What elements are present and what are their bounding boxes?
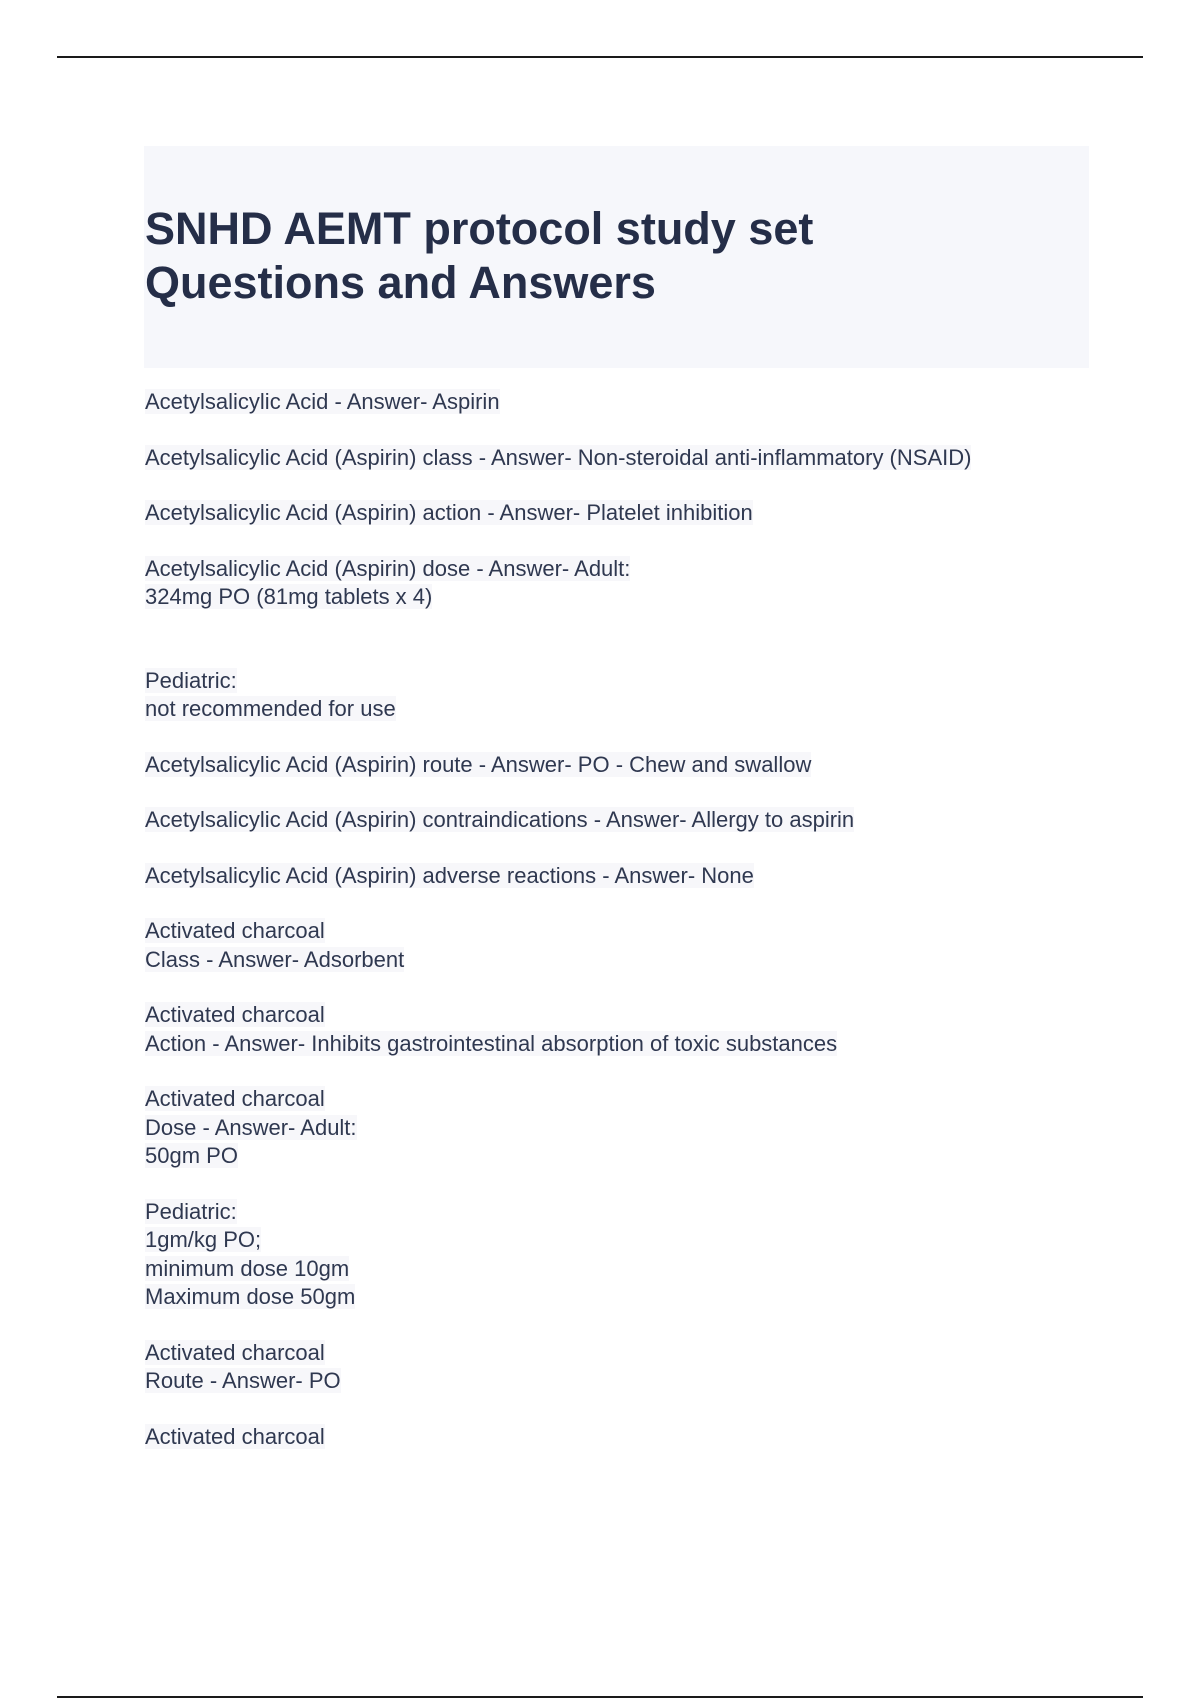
qa-entry-charcoal-route: Activated charcoal Route - Answer- PO: [145, 1339, 341, 1393]
qa-entry-aspirin-pediatric: Pediatric: not recommended for use: [145, 667, 396, 721]
page-content: [145, 146, 1089, 1451]
qa-entry-aspirin-action: Acetylsalicylic Acid (Aspirin) action - Answer- Platelet inhibition: [145, 500, 753, 525]
qa-entry-charcoal-action: Activated charcoal Action - Answer- Inhibits gastrointestinal absorption of toxic substances: [145, 1002, 838, 1056]
qa-list: [145, 388, 1089, 1451]
qa-entry-aspirin-route: Acetylsalicylic Acid (Aspirin) route - Answer- PO - Chew and swallow: [145, 751, 812, 777]
qa-entry-charcoal-dose: Activated charcoal Dose - Answer- Adult: 50gm PO: [145, 1086, 357, 1168]
qa-entry-charcoal-class: Activated charcoal Class - Answer- Adsorbent: [145, 918, 405, 972]
qa-entry-aspirin-contraindications: Acetylsalicylic Acid (Aspirin) contraindications - Answer- Allergy to aspirin: [145, 807, 855, 832]
qa-entry-aspirin-dose: Acetylsalicylic Acid (Aspirin) dose - Answer- Adult: 324mg PO (81mg tablets x 4): [145, 555, 631, 609]
title-banner: [144, 146, 1089, 368]
qa-entry-charcoal-pediatric: Pediatric: 1gm/kg PO; minimum dose 10gm Maximum dose 50gm: [145, 1198, 356, 1309]
bottom-rule: [57, 1696, 1143, 1698]
qa-entry-aspirin-class: Acetylsalicylic Acid (Aspirin) class - Answer- Non-steroidal anti-inflammatory (NSAID): [145, 444, 972, 470]
qa-entry-aspirin-adverse: Acetylsalicylic Acid (Aspirin) adverse reactions - Answer- None: [145, 862, 754, 888]
qa-entry-charcoal-next: Activated charcoal: [145, 1423, 325, 1449]
document-title: SNHD AEMT protocol study set Questions and Answers: [145, 203, 814, 308]
qa-entry-aspirin-name: Acetylsalicylic Acid - Answer- Aspirin: [145, 389, 500, 414]
top-rule: [57, 56, 1143, 58]
